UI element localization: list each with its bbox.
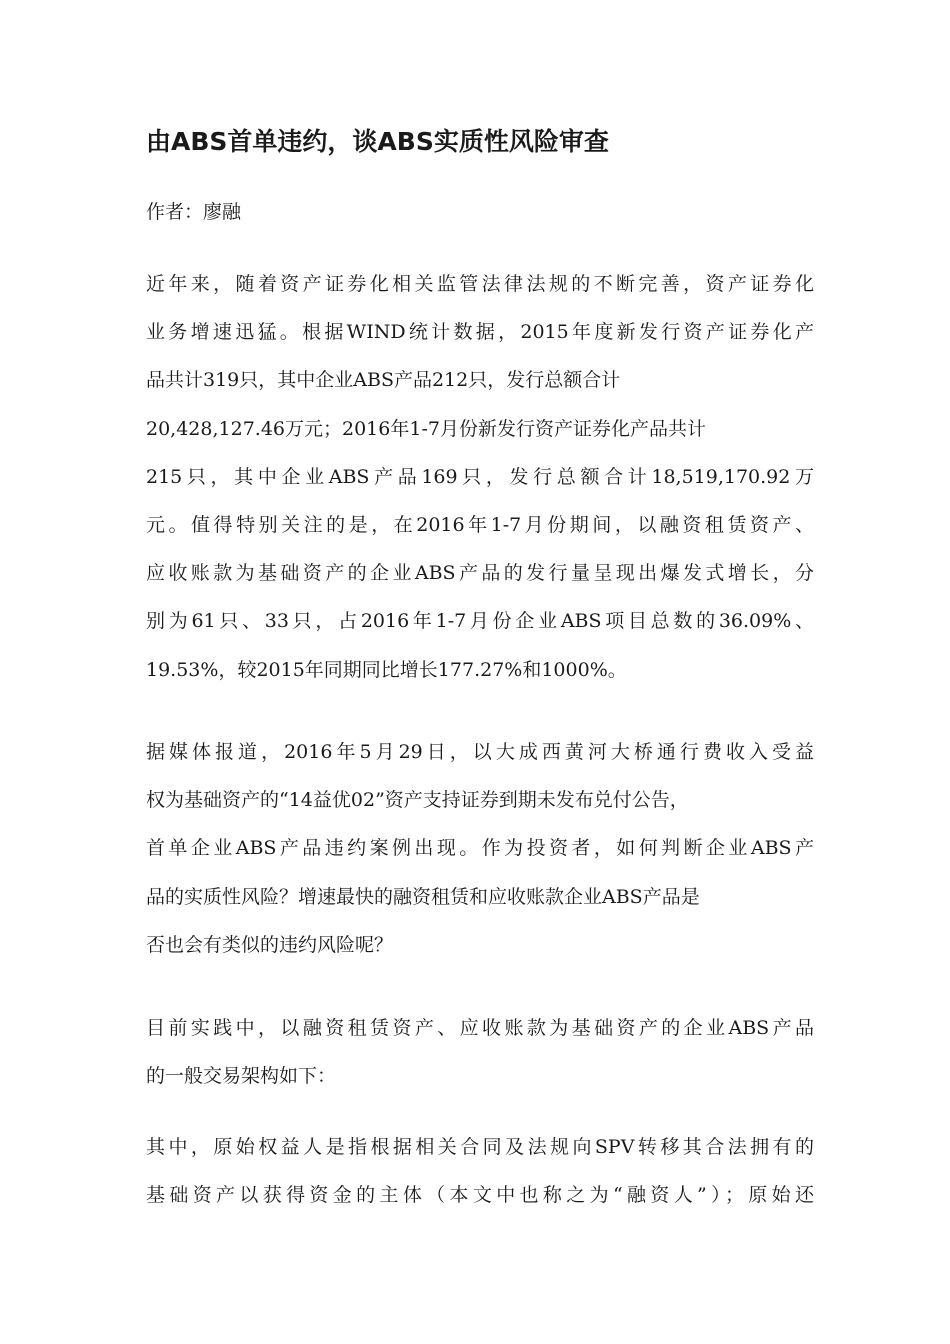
paragraph-line: 20,428,127.46万元；2016年1-7月份新发行资产证券化产品共计: [146, 417, 706, 440]
paragraph-line: 否也会有类似的违约风险呢？: [146, 933, 394, 956]
paragraph-line: 19.53%，较2015年同期同比增长177.27%和1000%。: [146, 658, 627, 681]
paragraph-line: 据媒体报道，2016年5月29日，以大成西黄河大桥通行费收入受益: [146, 741, 814, 763]
paragraph-line: 权为基础资产的“14益优02”资产支持证券到期未发布兑付公告，: [146, 789, 689, 812]
paragraph-line: 品的实质性风险？增速最快的融资租赁和应收账款企业ABS产品是: [146, 885, 700, 908]
paragraph-line: 品共计319只，其中企业ABS产品212只，发行总额合计: [146, 369, 621, 392]
paragraph-line: 的一般交易架构如下：: [146, 1065, 337, 1088]
paragraph-line: 基础资产以获得资金的主体（本文中也称之为“融资人”）；原始还: [146, 1184, 814, 1207]
paragraph-line: 其中，原始权益人是指根据相关合同及法规向SPV转移其合法拥有的: [146, 1136, 814, 1158]
paragraph-4: [146, 1131, 814, 1227]
paragraph-line: 215只，其中企业ABS产品169只，发行总额合计18,519,170.92万: [146, 465, 814, 488]
paragraph-line: 别为61只、33只，占2016年1-7月份企业ABS项目总数的36.09%、: [146, 610, 814, 633]
author-line: 作者：廖融: [146, 201, 242, 223]
paragraph-3: [146, 1012, 814, 1108]
paragraph-line: 目前实践中，以融资租赁资产、应收账款为基础资产的企业ABS产品: [146, 1017, 814, 1039]
paragraph-line: 元。值得特别关注的是，在2016年1-7月份期间，以融资租赁资产、: [146, 513, 814, 536]
paragraph-line: 首单企业ABS产品违约案例出现。作为投资者，如何判断企业ABS产: [146, 837, 814, 860]
paragraph-2: [146, 736, 814, 977]
paragraph-line: 业务增速迅猛。根据WIND统计数据，2015年度新发行资产证券化产: [146, 321, 814, 344]
paragraph-line: 近年来，随着资产证券化相关监管法律法规的不断完善，资产证券化: [146, 273, 814, 295]
document-title: 由ABS首单违约，谈ABS实质性风险审查: [146, 127, 609, 156]
paragraph-1: [146, 268, 814, 702]
paragraph-line: 应收账款为基础资产的企业ABS产品的发行量呈现出爆发式增长，分: [146, 562, 814, 585]
